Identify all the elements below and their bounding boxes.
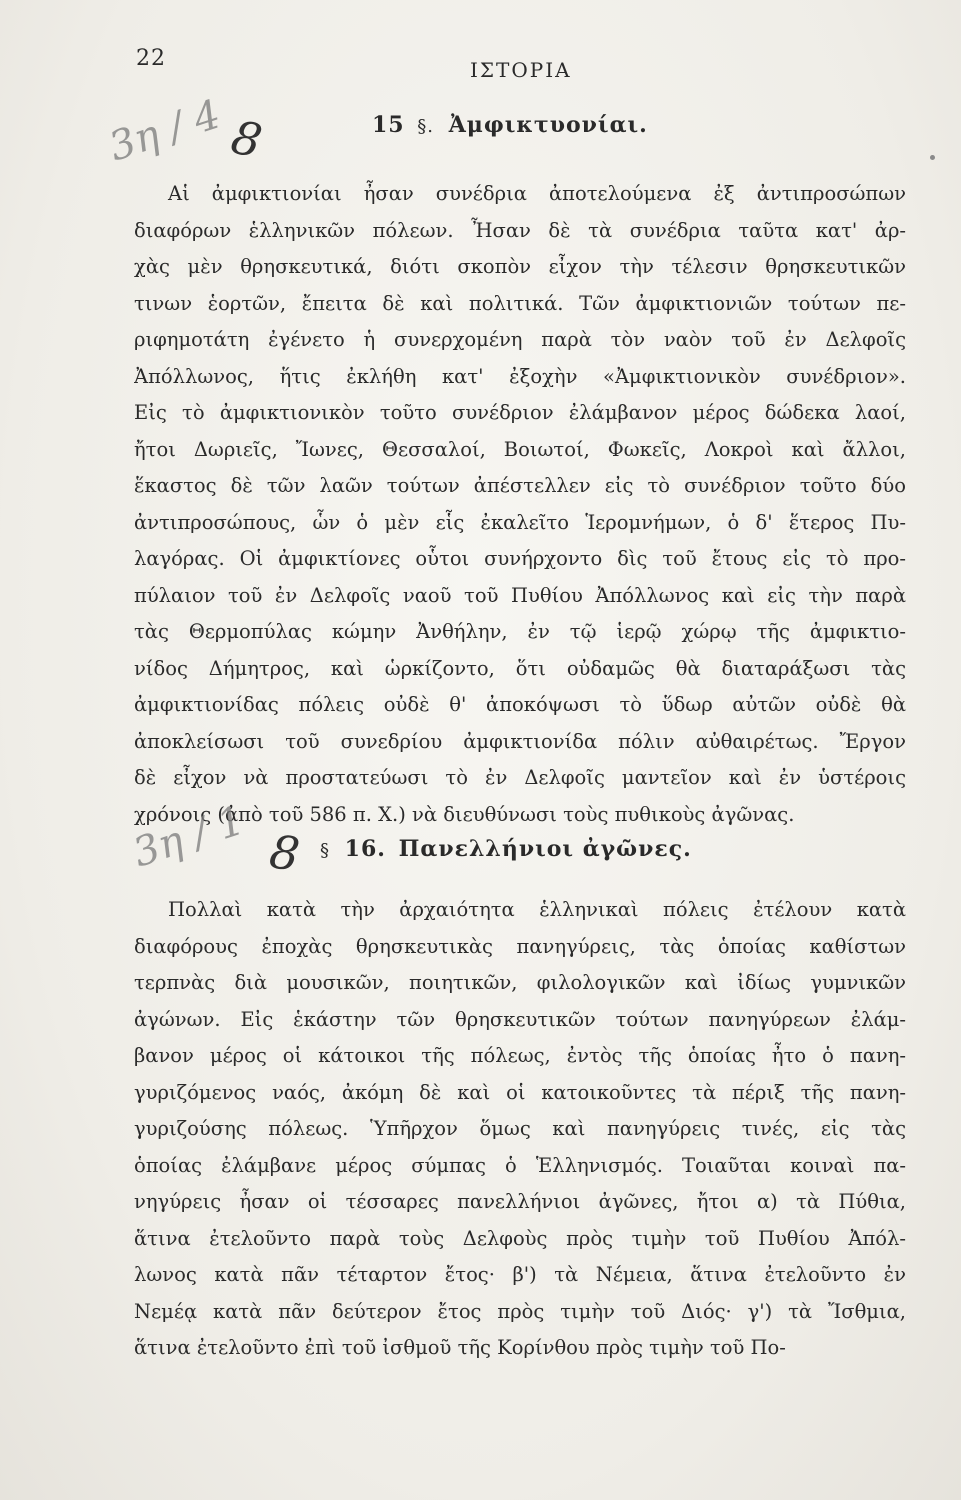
section-16-number: 16. (344, 836, 386, 862)
text-line: ἕκαστος δὲ τῶν λαῶν τούτων ἀπέστελλεν εἰς τὸ συνέδριον τοῦτο δύο (134, 474, 906, 497)
text-line: ἅτινα ἐτελοῦντο παρὰ τοὺς Δελφοὺς πρὸς τιμὴν τοῦ Πυθίου Ἀπόλ- (134, 1226, 906, 1250)
text-line: λωνος κατὰ πᾶν τέταρτον ἔτος· β') τὰ Νέμεια, ἅτινα ἐτελοῦντο ἐν (134, 1263, 906, 1286)
text-line: τινων ἑορτῶν, ἔπειτα δὲ καὶ πολιτικά. Τῶν ἀμφικτιονιῶν τούτων πε- (134, 291, 906, 315)
text-line: πύλαιον τοῦ ἐν Δελφοῖς ναοῦ τοῦ Πυθίου Ἀπόλλωνος καὶ εἰς τὴν παρὰ (134, 583, 906, 607)
section-16-body (134, 892, 906, 1367)
section-15-symbol: §. (417, 116, 435, 137)
text-line: δὲ εἶχον νὰ προστατεύωσι τὸ ἐν Δελφοῖς μαντεῖον καὶ ἐν ὑστέροις (134, 766, 906, 789)
handwritten-mark-top: 8 (226, 109, 267, 169)
running-head: ΙΣΤΟΡΙΑ (470, 58, 572, 82)
text-line: νίδος Δήμητρος, καὶ ὡρκίζοντο, ὅτι οὐδαμῶς θὰ διαταράξωσι τὰς (134, 656, 906, 680)
section-16-heading (320, 836, 692, 862)
page-number: 22 (136, 46, 166, 71)
text-line: βανον μέρος οἱ κάτοικοι τῆς πόλεως, ἐντὸς τῆς ὁποίας ἦτο ὁ πανη- (134, 1044, 906, 1067)
paper-speck (930, 155, 935, 160)
text-line: γυριζόμενος ναός, ἀκόμη δὲ καὶ οἱ κατοικοῦντες τὰ πέριξ τῆς πανη- (134, 1080, 906, 1104)
text-line: τὰς Θερμοπύλας κώμην Ἀνθήλην, ἐν τῷ ἱερῷ χώρῳ τῆς ἀμφικτιο- (134, 620, 906, 643)
text-line: Ἀπόλλωνος, ἥτις ἐκλήθη κατ' ἐξοχὴν «Ἀμφικτιονικὸν συνέδριον». (134, 364, 906, 388)
handwritten-mark-lower: 8 (266, 824, 303, 882)
handwritten-annotation-lower: 3η / 1 (127, 797, 251, 877)
text-line: γυριζούσης πόλεως. Ὑπῆρχον ὅμως καὶ πανηγύρεις τινές, εἰς τὰς (134, 1117, 906, 1140)
section-16-title: Πανελλήνιοι ἀγῶνες. (398, 836, 692, 862)
section-15-body (134, 176, 906, 833)
text-line: ἀγώνων. Εἰς ἑκάστην τῶν θρησκευτικῶν τούτων πανηγύρεων ἐλάμ- (134, 1007, 906, 1031)
text-line: χρόνοις (ἀπὸ τοῦ 586 π. Χ.) νὰ διευθύνωσι τοὺς πυθικοὺς ἀγῶνας. (134, 802, 795, 826)
handwritten-annotation-top: 3η / 4 (103, 91, 227, 171)
text-line: Νεμέᾳ κατὰ πᾶν δεύτερον ἔτος πρὸς τιμὴν τοῦ Διός· γ') τὰ Ἴσθμια, (134, 1299, 906, 1323)
text-line: ἀντιπροσώπους, ὧν ὁ μὲν εἷς ἐκαλεῖτο Ἱερομνήμων, ὁ δ' ἕτερος Πυ- (134, 510, 906, 534)
text-line: νηγύρεις ἦσαν οἱ τέσσαρες πανελλήνιοι ἀγῶνες, ἤτοι α) τὰ Πύθια, (134, 1190, 906, 1213)
section-15-heading (372, 112, 648, 138)
text-line: διαφόρους ἐποχὰς θρησκευτικὰς πανηγύρεις, τὰς ὁποίας καθίστων (134, 934, 906, 958)
text-line: χὰς μὲν θρησκευτικά, διότι σκοπὸν εἶχον τὴν τέλεσιν θρησκευτικῶν (134, 255, 906, 278)
section-16-symbol: § (320, 840, 330, 861)
text-line: ὁποίας ἐλάμβανε μέρος σύμπας ὁ Ἑλληνισμός. Τοιαῦται κοιναὶ πα- (134, 1153, 906, 1177)
section-15-title: Ἀμφικτυονίαι. (448, 112, 648, 138)
text-line: Αἱ ἀμφικτιονίαι ἦσαν συνέδρια ἀποτελούμενα ἐξ ἀντιπροσώπων (168, 182, 906, 205)
text-line: ἤτοι Δωριεῖς, Ἴωνες, Θεσσαλοί, Βοιωτοί, Φωκεῖς, Λοκροὶ καὶ ἄλλοι, (134, 437, 906, 461)
text-line: ἀποκλείσωσι τοῦ συνεδρίου ἀμφικτιονίδα πόλιν αὐθαιρέτως. Ἔργον (134, 729, 906, 753)
text-line: ριφημοτάτη ἐγένετο ἡ συνερχομένη παρὰ τὸν ναὸν τοῦ ἐν Δελφοῖς (134, 328, 906, 351)
text-line: ἅτινα ἐτελοῦντο ἐπὶ τοῦ ἰσθμοῦ τῆς Κορίνθου πρὸς τιμὴν τοῦ Πο- (134, 1336, 786, 1359)
text-line: Εἰς τὸ ἀμφικτιονικὸν τοῦτο συνέδριον ἐλάμβανον μέρος δώδεκα λαοί, (134, 401, 906, 424)
text-line: λαγόρας. Οἱ ἀμφικτίονες οὗτοι συνήρχοντο δὶς τοῦ ἔτους εἰς τὸ προ- (134, 547, 906, 570)
section-15-number: 15 (372, 112, 405, 138)
text-line: ἀμφικτιονίδας πόλεις οὐδὲ θ' ἀποκόψωσι τὸ ὕδωρ αὐτῶν οὐδὲ θὰ (134, 693, 906, 716)
text-line: διαφόρων ἑλληνικῶν πόλεων. Ἦσαν δὲ τὰ συνέδρια ταῦτα κατ' ἀρ- (134, 218, 906, 242)
text-line: Πολλαὶ κατὰ τὴν ἀρχαιότητα ἑλληνικαὶ πόλεις ἐτέλουν κατὰ (168, 898, 906, 921)
text-line: τερπνὰς διὰ μουσικῶν, ποιητικῶν, φιλολογικῶν καὶ ἰδίως γυμνικῶν (134, 971, 906, 994)
